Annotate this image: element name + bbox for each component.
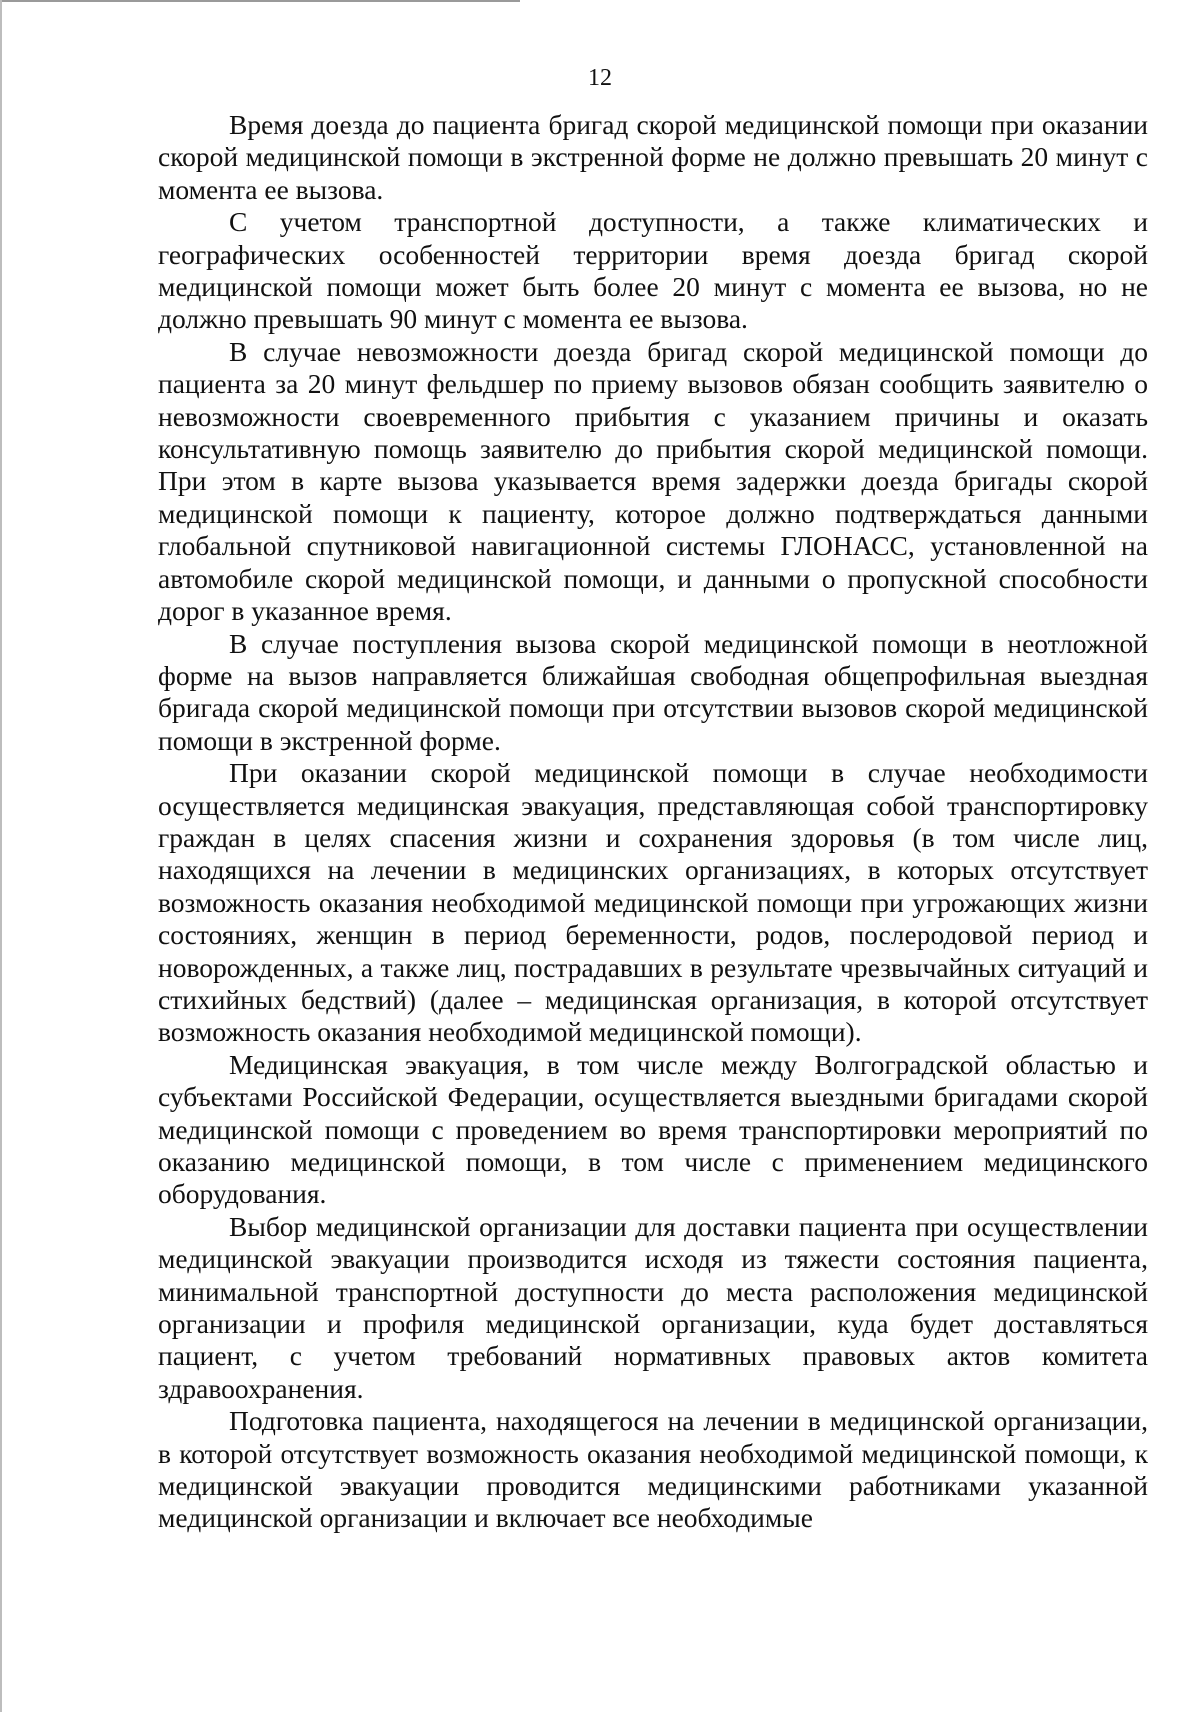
document-body bbox=[158, 109, 1148, 1535]
scan-edge-top bbox=[0, 0, 520, 2]
paragraph-patient-preparation: Подготовка пациента, находящегося на лечении в медицинской организации, в которой отсутствует возможность оказания необходимой медицинской помощи, к медицинской эвакуации проводится медицинскими работниками указанной медицинской организации и включает все необходимые bbox=[158, 1405, 1148, 1534]
paragraph-interregional-evacuation: Медицинская эвакуация, в том числе между Волгоградской областью и субъектами Российской Федерации, осуществляется выездными бригадами скорой медицинской помощи с проведением во время транспортировки мероприятий по оказанию медицинской помощи, в том числе с применением медицинского оборудования. bbox=[158, 1048, 1148, 1210]
paragraph-delay-notification: В случае невозможности доезда бригад скорой медицинской помощи до пациента за 20 минут фельдшер по приему вызовов обязан сообщить заявителю о невозможности своевременного прибытия с указанием причины и оказать консультативную помощь заявителю до прибытия скорой медицинской помощи. При этом в карте вызова указывается время задержки доезда бригады скорой медицинской помощи к пациенту, которое должно подтверждаться данными глобальной спутниковой навигационной системы ГЛОНАСС, установленной на автомобиле скорой медицинской помощи, и данными о пропускной способности дорог в указанное время. bbox=[158, 335, 1148, 627]
paragraph-urgent-calls: В случае поступления вызова скорой медицинской помощи в неотложной форме на вызов направляется ближайшая свободная общепрофильная выездная бригада скорой медицинской помощи при отсутствии вызовов скорой медицинской помощи в экстренной форме. bbox=[158, 627, 1148, 756]
paragraph-organization-choice: Выбор медицинской организации для доставки пациента при осуществлении медицинской эвакуации производится исходя из тяжести состояния пациента, минимальной транспортной доступности до места расположения медицинской организации и профиля медицинской организации, куда будет доставляться пациент, с учетом требований нормативных правовых актов комитета здравоохранения. bbox=[158, 1210, 1148, 1404]
scan-edge-left bbox=[0, 0, 2, 1712]
page-number: 12 bbox=[588, 65, 612, 91]
paragraph-transport-conditions: С учетом транспортной доступности, а также климатических и географических особенностей территории время доезда бригад скорой медицинской помощи может быть более 20 минут с момента ее вызова, но не должно превышать 90 минут с момента ее вызова. bbox=[158, 206, 1148, 335]
paragraph-response-time: Время доезда до пациента бригад скорой медицинской помощи при оказании скорой медицинской помощи в экстренной форме не должно превышать 20 минут с момента ее вызова. bbox=[158, 109, 1148, 205]
paragraph-medical-evacuation: При оказании скорой медицинской помощи в случае необходимости осуществляется медицинская эвакуация, представляющая собой транспортировку граждан в целях спасения жизни и сохранения здоровья (в том числе лиц, находящихся на лечении в медицинских организациях, в которых отсутствует возможность оказания необходимой медицинской помощи при угрожающих жизни состояниях, женщин в период беременности, родов, послеродовой период и новорожденных, а также лиц, пострадавших в результате чрезвычайных ситуаций и стихийных бедствий) (далее – медицинская организация, в которой отсутствует возможность оказания необходимой медицинской помощи). bbox=[158, 757, 1148, 1048]
